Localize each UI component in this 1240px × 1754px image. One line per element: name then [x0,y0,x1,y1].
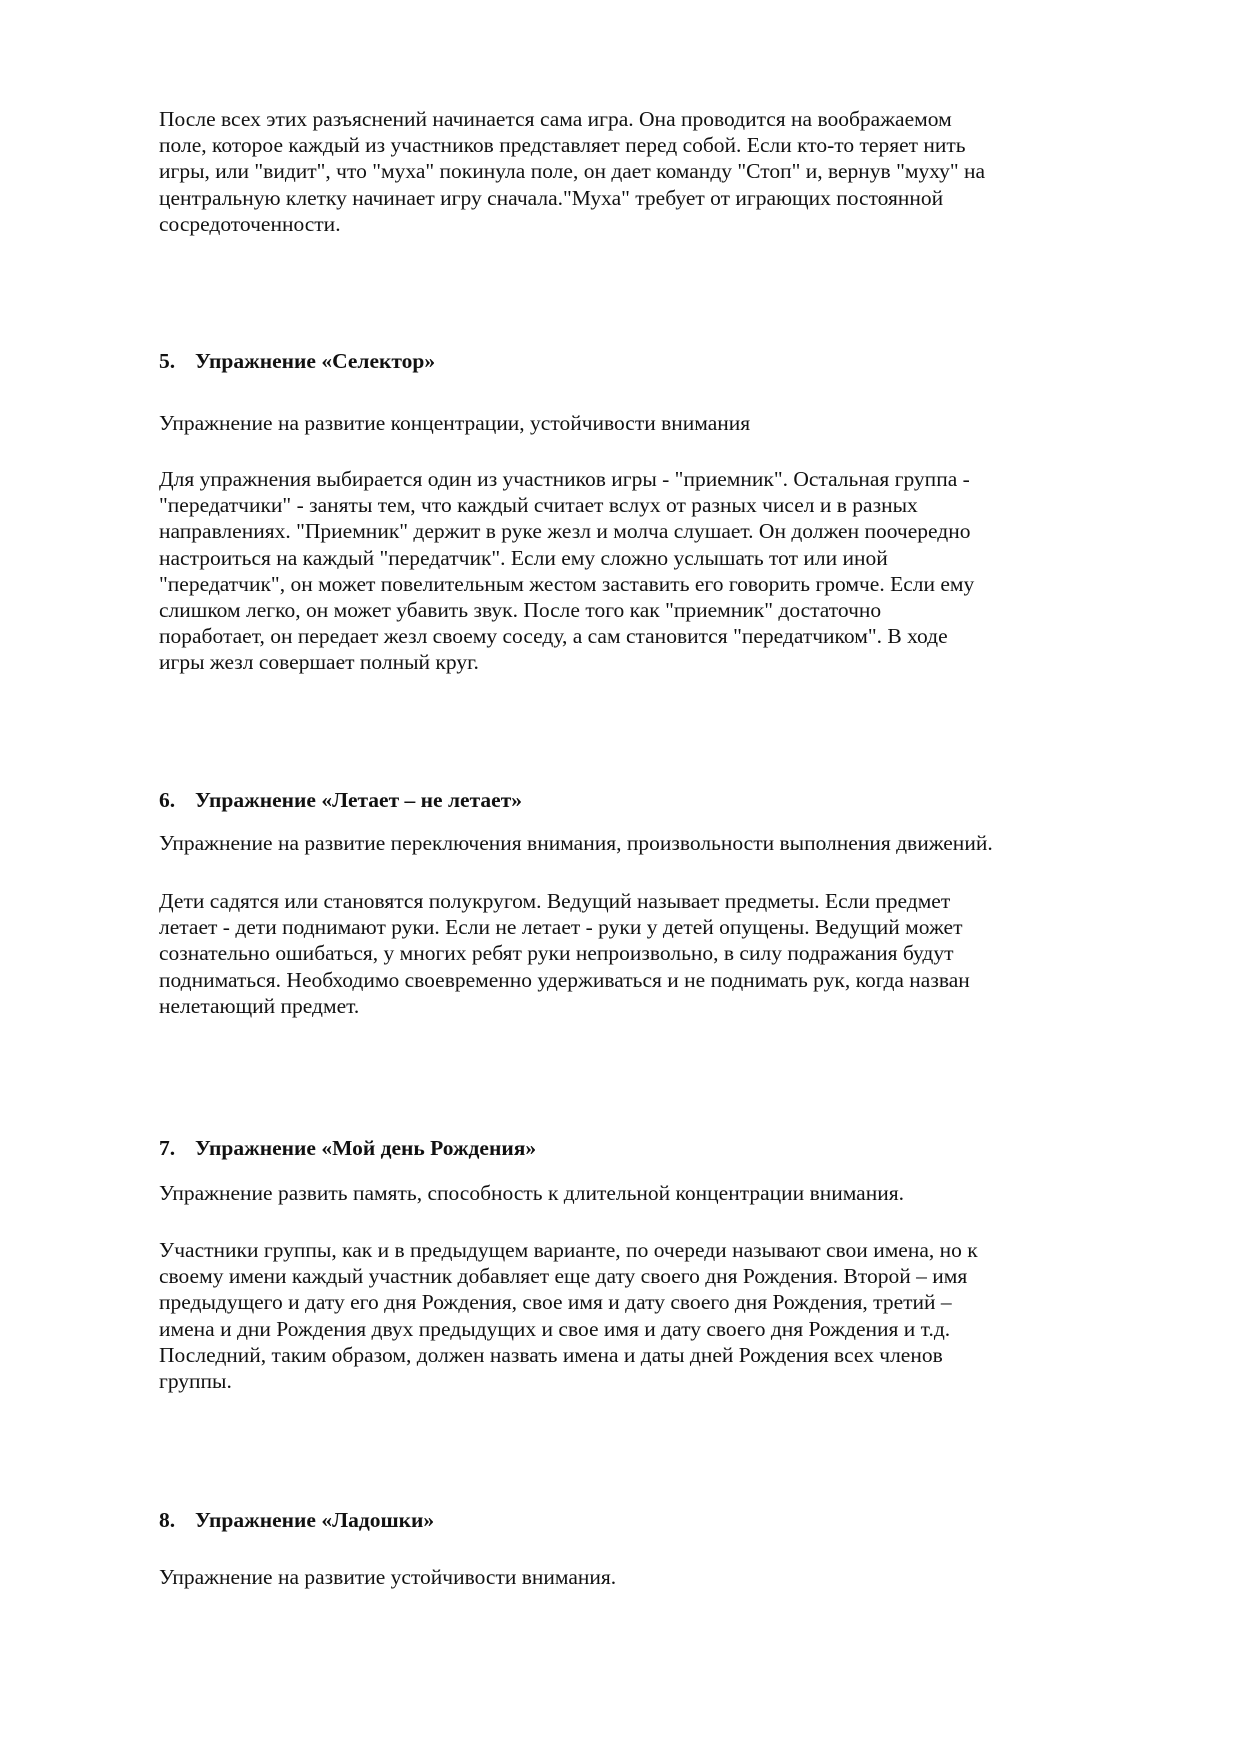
section-number: 6. [159,788,176,812]
section-number: 8. [159,1508,176,1532]
paragraph-line: поле, которое каждый из участников представляет перед собой. Если кто-то теряет нить [159,133,966,158]
paragraph-line: Последний, таким образом, должен назвать имена и даты дней Рождения всех членов [159,1342,943,1367]
paragraph-line: центральную клетку начинает игру сначала."Муха" требует от играющих постоянной [159,185,944,210]
paragraph-line: сознательно ошибаться, у многих ребят руки непроизвольно, в силу подражания будут [159,941,954,966]
paragraph-line: направлениях. "Приемник" держит в руке жезл и молча слушает. Он должен поочередно [159,519,971,544]
paragraph-line: сосредоточенности. [159,211,341,236]
section-title: Упражнение «Мой день Рождения» [195,1136,537,1160]
section-subtitle-6: Упражнение на развитие переключения внимания, произвольности выполнения движений. [159,831,993,855]
section-subtitle-5: Упражнение на развитие концентрации, устойчивости внимания [159,411,751,435]
paragraph-line: нелетающий предмет. [159,993,360,1018]
section-heading-6 [159,787,1149,813]
section-heading-8 [159,1507,1149,1533]
section-paragraph-7 [159,1237,1149,1394]
section-number: 7. [159,1136,176,1160]
paragraph-line: предыдущего и дату его дня Рождения, свое имя и дату своего дня Рождения, третий – [159,1290,952,1315]
paragraph-line: "передатчики" - заняты тем, что каждый считает вслух от разных чисел и в разных [159,493,918,518]
paragraph-line: После всех этих разъяснений начинается сама игра. Она проводится на воображаемом [159,107,952,131]
section-heading-7 [159,1135,1149,1161]
paragraph-line: летает - дети поднимают руки. Если не летает - руки у детей опущены. Ведущий может [159,915,963,940]
section-title: Упражнение «Ладошки» [195,1508,435,1532]
section-subtitle-7: Упражнение развить память, способность к длительной концентрации внимания. [159,1181,905,1205]
paragraph-line: игры жезл совершает полный круг. [159,650,479,675]
paragraph-line: "передатчик", он может повелительным жестом заставить его говорить громче. Если ему [159,571,975,596]
paragraph-line: поработает, он передает жезл своему соседу, а сам становится "передатчиком". В ходе [159,624,948,649]
paragraph-line: игры, или "видит", что "муха" покинула поле, он дает команду "Стоп" и, вернув "муху" на [159,159,986,184]
section-title: Упражнение «Селектор» [195,349,436,373]
paragraph-line: группы. [159,1369,232,1394]
paragraph-line: настроиться на каждый "передатчик". Если ему сложно услышать тот или иной [159,545,888,570]
intro-paragraph [159,106,1149,237]
section-subtitle-8: Упражнение на развитие устойчивости внимания. [159,1565,617,1589]
paragraph-line: подниматься. Необходимо своевременно удерживаться и не поднимать рук, когда назван [159,967,970,992]
paragraph-line: Дети садятся или становятся полукругом. Ведущий называет предметы. Если предмет [159,889,951,913]
paragraph-line: Участники группы, как и в предыдущем варианте, по очереди называют свои имена, но к [159,1238,978,1262]
section-heading-5 [159,348,1149,374]
paragraph-line: Для упражнения выбирается один из участников игры - "приемник". Остальная группа - [159,467,970,491]
section-paragraph-6 [159,888,1149,1019]
section-number: 5. [159,349,176,373]
section-title: Упражнение «Летает – не летает» [195,788,523,812]
section-paragraph-5 [159,466,1149,676]
paragraph-line: своему имени каждый участник добавляет еще дату своего дня Рождения. Второй – имя [159,1264,968,1289]
paragraph-line: слишком легко, он может убавить звук. После того как "приемник" достаточно [159,598,882,623]
paragraph-line: имена и дни Рождения двух предыдущих и свое имя и дату своего дня Рождения и т.д. [159,1316,951,1341]
